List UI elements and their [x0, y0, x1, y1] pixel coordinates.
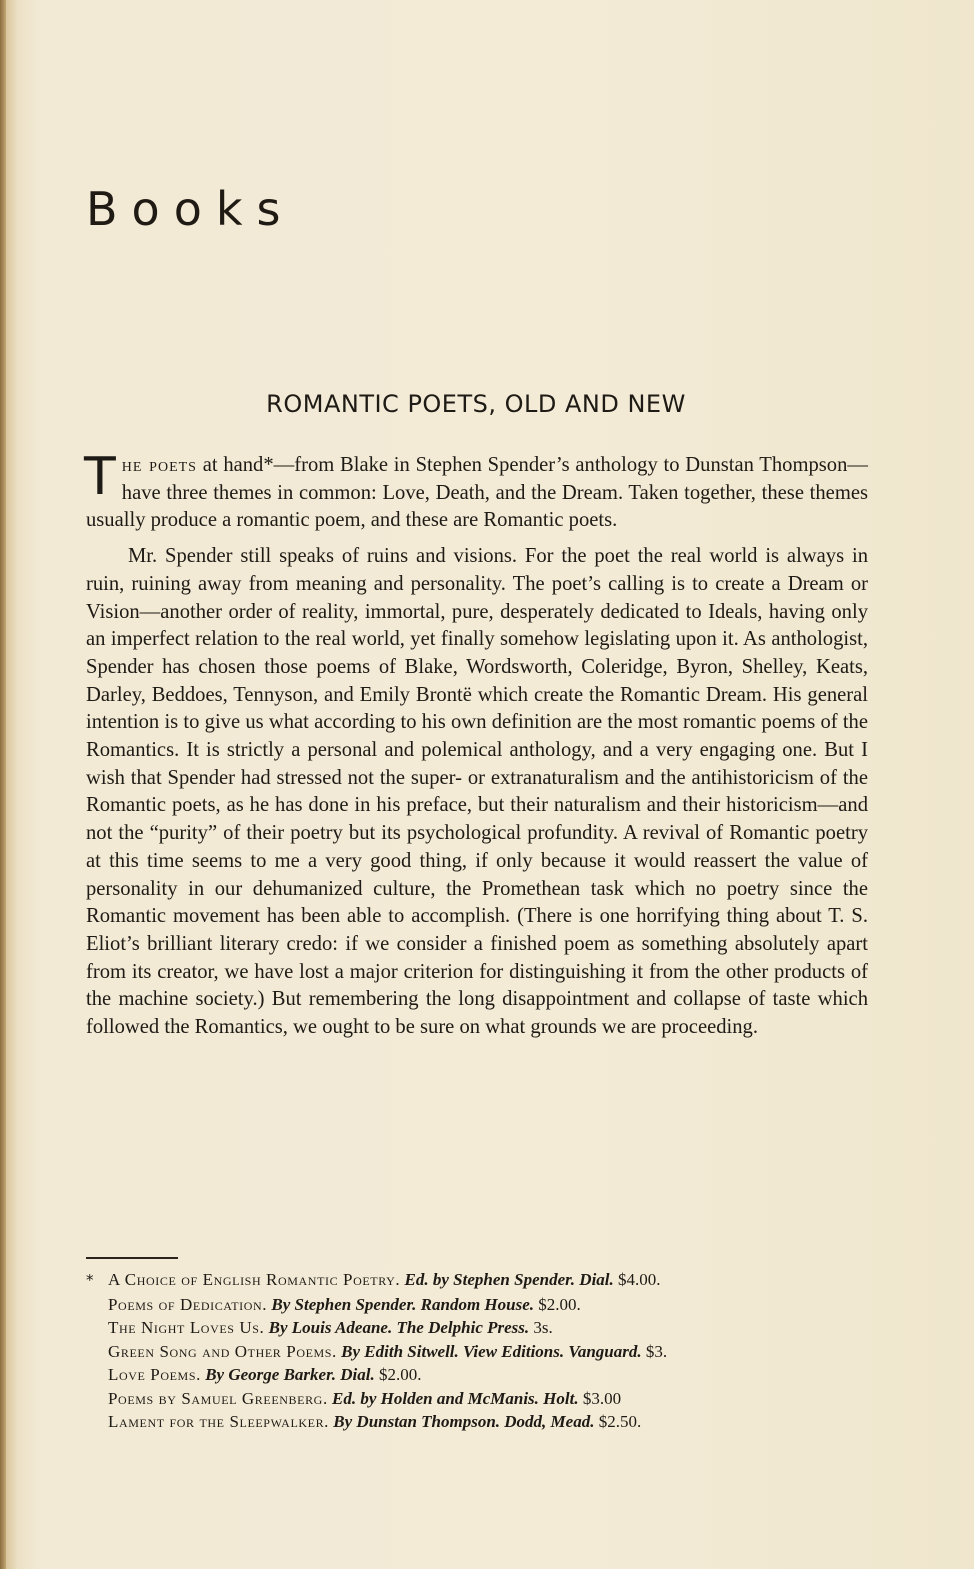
book-title: Poems of Dedication.	[108, 1294, 268, 1314]
article-body	[84, 447, 868, 1042]
paragraph-2: Mr. Spender still speaks of ruins and visions. For the poet the real world is always in ruin, ruining away from meaning and personality. The poet’s calling is to create a Dream or Vision—another order of reality, immortal, pure, desperately dedicated to Ideals, having only an imperfect relation to the real world, yet finally somehow legislating upon it. As anthologist, Spender has chosen those poems of Blake, Wordsworth, Coleridge, Byron, Shelley, Keats, Darley, Beddoes, Tennyson, and Emily Brontë which create the Romantic Dream. His general intention is to give us what according to his own definition are the most romantic poems of the Romantics. It is strictly a personal and polemical anthology, and a very engaging one. But I wish that Spender had stressed not the super- or extranaturalism and the antihistoricism of the Romantic poets, as he has done in his preface, but their naturalism and their historicism—and not the “purity” of their poetry but its psychological profundity. A revival of Romantic poetry at this time seems to me a very good thing, if only because it would reassert the value of personality in our dehumanized culture, the Promethean task which no poetry since the Romantic movement has been able to accomplish. (There is one horrifying thing about T. S. Eliot’s brilliant literary credo: if we consider a finished poem as something absolutely apart from its creator, we have lost a major criterion for distinguishing it from the other products of the machine society.) But remembering the long disappointment and collapse of taste which followed the Romantics, we ought to be sure on what grounds we are proceeding.	[86, 545, 868, 1039]
book-price: $2.00.	[378, 1365, 422, 1384]
book-publisher: By Stephen Spender. Random House.	[271, 1294, 535, 1314]
footnote-item	[86, 1410, 886, 1434]
book-price: $2.00.	[538, 1294, 581, 1314]
book-title: Love Poems.	[108, 1365, 201, 1384]
book-price: $4.00.	[618, 1270, 661, 1289]
book-publisher: Ed. by Stephen Spender. Dial.	[404, 1270, 614, 1289]
footnotes	[86, 1268, 886, 1434]
book-title: The Night Loves Us.	[108, 1318, 265, 1337]
drop-cap: T	[84, 447, 116, 507]
paragraph-1	[84, 447, 868, 535]
book-price: $2.50.	[598, 1412, 642, 1431]
book-price: 3s.	[533, 1318, 553, 1337]
section-title: Books	[86, 182, 295, 236]
book-title: Green Song and Other Poems.	[108, 1341, 337, 1361]
footnote-rule	[86, 1257, 178, 1259]
book-spine-edge	[0, 0, 6, 1569]
book-price: $3.	[645, 1341, 668, 1361]
lead-in-smallcaps: he poets	[121, 454, 197, 476]
footnote-item	[86, 1268, 886, 1293]
article-heading: ROMANTIC POETS, OLD AND NEW	[266, 390, 686, 418]
footnote-item	[86, 1363, 886, 1387]
footnote-item	[86, 1316, 886, 1340]
book-price: $3.00	[582, 1388, 622, 1408]
footnote-marker: *	[86, 1271, 94, 1289]
footnote-item	[86, 1340, 886, 1364]
book-title: A Choice of English Romantic Poetry.	[108, 1270, 401, 1289]
book-title: Lament for the Sleepwalker.	[108, 1412, 330, 1431]
book-publisher: By Dunstan Thompson. Dodd, Mead.	[333, 1412, 595, 1431]
footnote-item	[86, 1293, 886, 1317]
book-publisher: By George Barker. Dial.	[205, 1365, 375, 1384]
book-publisher: By Louis Adeane. The Delphic Press.	[268, 1318, 530, 1337]
book-title: Poems by Samuel Greenberg.	[108, 1388, 328, 1408]
footnote-item	[86, 1387, 886, 1411]
book-publisher: By Edith Sitwell. View Editions. Vanguard.	[341, 1341, 642, 1361]
paragraph-1-text: at hand*—from Blake in Stephen Spender’s anthology to Dunstan Thompson—have three themes in common: Love, Death, and the Dream. Taken together, these themes usually produce a romantic poem, and these are Romantic poets.	[86, 454, 868, 532]
book-publisher: Ed. by Holden and McManis. Holt.	[332, 1388, 579, 1408]
